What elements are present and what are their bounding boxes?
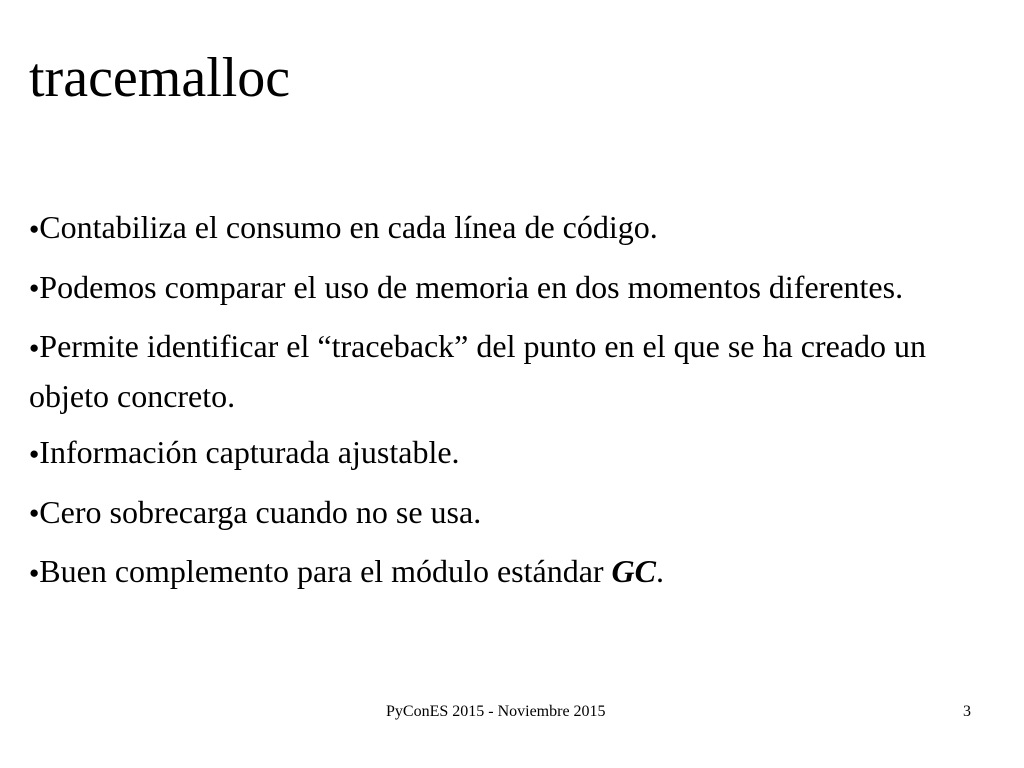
bullet-text-suffix: . [656,553,664,590]
bullet-text: Cero sobrecarga cuando no se usa. [39,493,482,530]
bullet-dot-icon: ● [29,562,40,582]
bullet-text: Permite identificar el “traceback” del punto en el que se ha creado un objeto concreto. [29,328,926,414]
bullet-item [29,204,989,254]
bullet-item [29,323,989,419]
slide-footer: PyConES 2015 - Noviembre 2015 [386,703,606,720]
bullet-item [29,548,989,598]
bullet-dot-icon: ● [29,218,40,238]
bullet-dot-icon: ● [29,337,40,357]
bullet-item [29,489,989,539]
bullet-item [29,264,989,314]
bullet-item [29,429,989,479]
bullet-text-prefix: Buen complemento para el módulo estándar [39,553,612,590]
gc-emphasis: GC [611,553,656,590]
bullet-dot-icon: ● [29,503,40,523]
page-number: 3 [963,703,971,720]
bullet-text: Contabiliza el consumo en cada línea de código. [39,209,658,245]
slide-title: tracemalloc [29,47,291,109]
bullet-dot-icon: ● [29,443,40,463]
bullet-dot-icon: ● [29,278,40,298]
bullet-list [29,204,989,608]
bullet-text: Información capturada ajustable. [39,433,460,470]
bullet-text: Podemos comparar el uso de memoria en dos momentos diferentes. [39,268,904,305]
